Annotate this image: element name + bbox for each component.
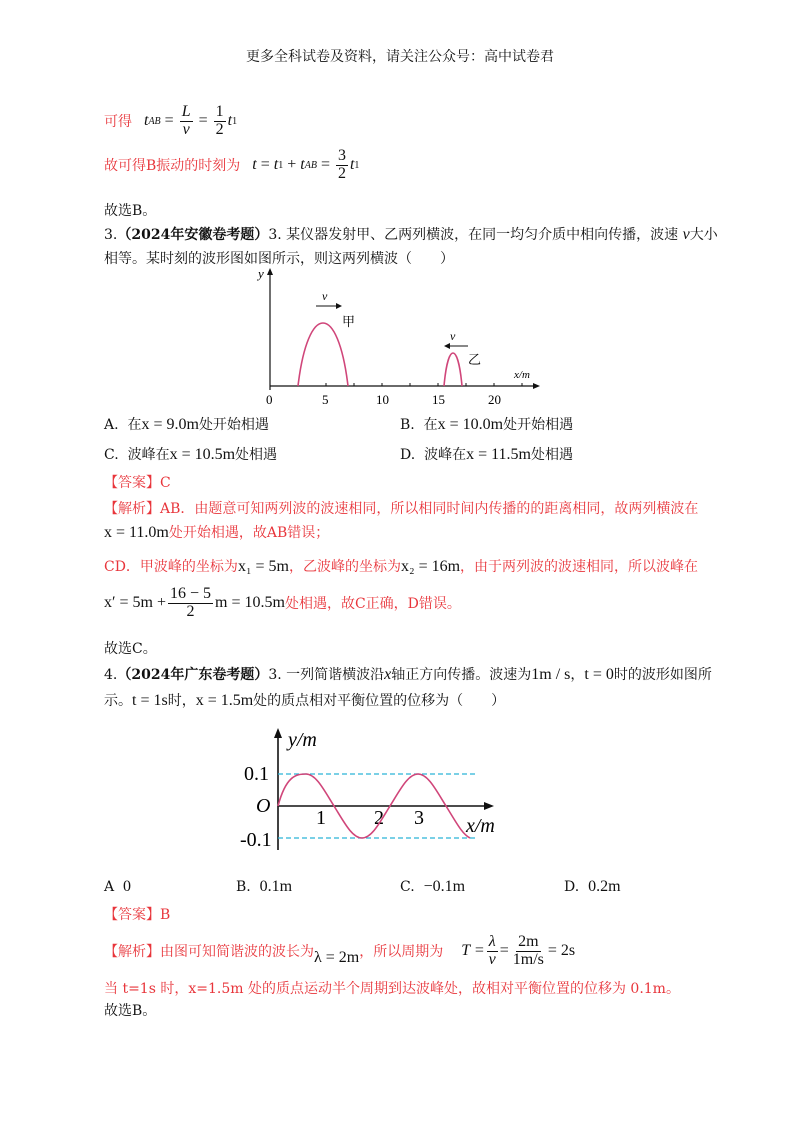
q3-stem-b: 大小 bbox=[689, 227, 718, 243]
q4-stem-line1: 4.（2024年广东卷考题）3. 一列简谐横波沿x轴正方向传播。波速为1m / s，t = 0时的波形如图所 bbox=[104, 666, 712, 683]
q3-analysis-line4: x′ = 5m + $\frac{16 - 5}{2}$ m = 10.5m 处相遇，故C正确，D错误。 bbox=[104, 585, 461, 620]
frac-l-over-v: $\frac{L}{v}$ bbox=[181, 103, 191, 138]
q3-option-b[interactable]: B. 在x = 10.0m处开始相遇 bbox=[400, 416, 574, 433]
q3-analysis-line2: x = 11.0m处开始相遇，故AB错误； bbox=[104, 524, 330, 541]
x-axis-label: x/m bbox=[466, 815, 495, 837]
frac-2m-over-1ms: $\frac{2m}{1m/s}$ bbox=[512, 933, 544, 968]
page-header: 更多全科试卷及资料，请关注公众号：高中试卷君 bbox=[246, 49, 554, 65]
y-tick-pos: 0.1 bbox=[244, 763, 269, 785]
x-axis-label: x/m bbox=[514, 369, 530, 381]
x-tick-5: 5 bbox=[322, 392, 329, 407]
q3-source: （2024年安徽卷考题） bbox=[117, 227, 269, 243]
x-tick-20: 20 bbox=[488, 392, 501, 407]
q3-number: 3. bbox=[104, 227, 118, 243]
q4-stem-line2: 示。t = 1s时，x = 1.5m处的质点相对平衡位置的位移为（ ） bbox=[104, 692, 506, 709]
y-axis-arrow bbox=[274, 728, 282, 738]
frac-half: $\frac{1}{2}$ bbox=[215, 103, 224, 138]
x-tick-3: 3 bbox=[414, 807, 424, 829]
q3-option-d[interactable]: D. 波峰在x = 11.5m处相遇 bbox=[400, 446, 573, 463]
y-tick-neg: -0.1 bbox=[240, 829, 272, 851]
origin-label: O bbox=[256, 795, 271, 817]
q3-answer: 【答案】C bbox=[104, 475, 171, 491]
var-t: t bbox=[144, 112, 149, 130]
q3-analysis-line3: CD．甲波峰的坐标为x₁ = 5m，乙波峰的坐标为x₂ = 16m，由于两列波的波速相同，所以波峰在 bbox=[104, 558, 699, 575]
x-tick-10: 10 bbox=[376, 392, 389, 407]
q3-option-a[interactable]: A. 在x = 9.0m处开始相遇 bbox=[104, 416, 269, 433]
x-axis-arrow bbox=[533, 383, 540, 389]
q3-stem-v: v bbox=[682, 226, 690, 243]
q4-option-a[interactable]: A 0 bbox=[104, 878, 132, 895]
prev-line-1 bbox=[104, 104, 237, 139]
prev-line1-label: 可得 bbox=[104, 114, 132, 131]
origin-label: 0 bbox=[266, 392, 273, 407]
x-tick-15: 15 bbox=[432, 392, 445, 407]
x-axis-arrow bbox=[484, 802, 494, 810]
q4-analysis-line1: 【解析】 由图可知简谐波的波长为 λ = 2m ，所以周期为 T = $\frac{\lambda}{v}$ = $\frac{2m}{1m/s}$ = 2s bbox=[104, 933, 576, 968]
wave-jia bbox=[298, 323, 348, 386]
q4-option-c[interactable]: C. −0.1m bbox=[400, 878, 466, 895]
q4-option-b[interactable]: B. 0.1m bbox=[236, 878, 293, 895]
q3-analysis-line1: 【解析】AB．由题意可知两列波的波速相同，所以相同时间内传播的的距离相同，故两列横波在 bbox=[104, 501, 699, 517]
wave-yi-v-label: v bbox=[450, 329, 456, 343]
prev-line1-formula: t AB = $\frac{L}{v}$ = $\frac{1}{2}$ t 1 bbox=[144, 103, 238, 138]
q3-stem-a: 3. 某仪器发射甲、乙两列横波，在同一均匀介质中相向传播，波速 bbox=[268, 227, 679, 243]
prev-line2-formula: t = t 1 + t AB = $\frac{3}{2}$ t 1 bbox=[252, 147, 360, 182]
y-axis-arrow bbox=[267, 268, 273, 275]
wave-jia-label: 甲 bbox=[342, 315, 356, 330]
frac-three-halves: $\frac{3}{2}$ bbox=[337, 147, 346, 182]
wave-yi-label: 乙 bbox=[468, 353, 482, 368]
y-axis-label: y/m bbox=[288, 729, 317, 751]
q4-choice: 故选B。 bbox=[104, 1003, 157, 1019]
frac-lambda-over-v: $\frac{\lambda}{v}$ bbox=[488, 933, 496, 968]
wave-yi bbox=[444, 353, 462, 386]
q3-stem-line2: 相等。某时刻的波形图如图所示，则这两列横波（ ） bbox=[104, 251, 454, 267]
q4-analysis-line2: 当 t=1s 时，x=1.5m 处的质点运动半个周期到达波峰处，故相对平衡位置的位移为 0.1m。 bbox=[104, 981, 680, 997]
q4-answer: 【答案】B bbox=[104, 907, 171, 923]
q4-option-d[interactable]: D. 0.2m bbox=[564, 878, 621, 895]
wave-figure-anhui bbox=[252, 262, 552, 412]
y-axis-label: y bbox=[258, 266, 264, 281]
wave-figure-guangdong bbox=[236, 724, 536, 874]
frac-16-5-over-2: $\frac{16 - 5}{2}$ bbox=[170, 585, 212, 620]
wave-jia-v-label: v bbox=[322, 289, 328, 303]
prev-line-2 bbox=[104, 148, 359, 183]
prev-choice: 故选B。 bbox=[104, 203, 157, 219]
prev-line2-label: 故可得B振动的时刻为 bbox=[104, 158, 241, 175]
q3-option-c[interactable]: C. 波峰在x = 10.5m处相遇 bbox=[104, 446, 278, 463]
x-tick-1: 1 bbox=[316, 807, 326, 829]
x-tick-2: 2 bbox=[374, 807, 384, 829]
sub-ab: AB bbox=[148, 115, 161, 127]
q3-choice: 故选C。 bbox=[104, 641, 157, 657]
q3-stem-line1 bbox=[104, 224, 718, 244]
